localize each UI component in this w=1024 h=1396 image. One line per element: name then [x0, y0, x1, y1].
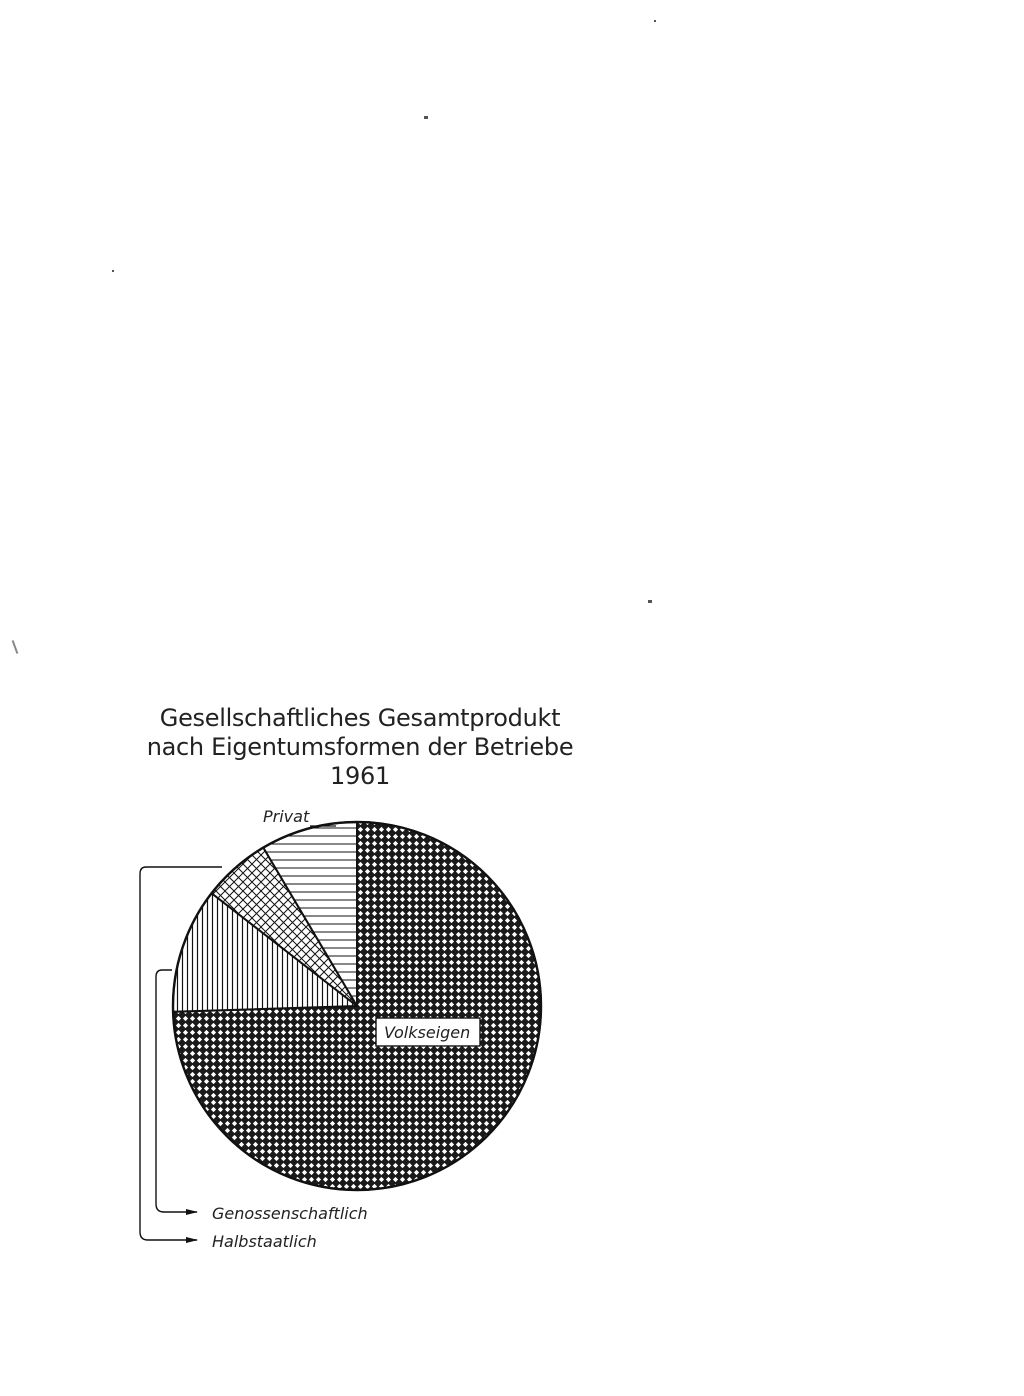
- scan-speck: [112, 270, 114, 272]
- chart-title-line-2: nach Eigentumsformen der Betriebe: [146, 733, 574, 761]
- label-privat: Privat: [263, 807, 310, 826]
- scan-speck: [424, 116, 428, 119]
- scan-speck: [648, 600, 652, 603]
- label-halbstaatlich: Halbstaatlich: [212, 1232, 317, 1251]
- label-volkseigen-box: [376, 1018, 480, 1046]
- chart-title-line-3: 1961: [330, 762, 390, 790]
- pie-slices: [173, 822, 541, 1190]
- chart-title-line-1: Gesellschaftliches Gesamtprodukt: [159, 704, 561, 732]
- label-volkseigen: Volkseigen: [384, 1023, 471, 1042]
- label-genossenschaftlich: Genossenschaftlich: [212, 1204, 368, 1223]
- scan-speck: [654, 20, 656, 22]
